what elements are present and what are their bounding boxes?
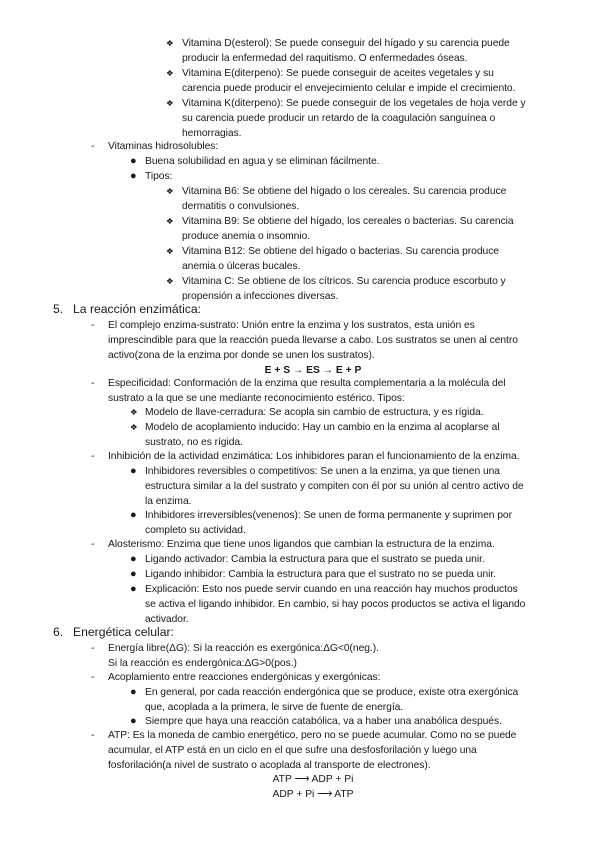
diamond-bullet-icon: ❖ <box>166 38 174 48</box>
vit-b9-line-2: produce anemia o insomnio. <box>182 231 311 242</box>
dash-bullet: - <box>91 538 95 550</box>
dot-bullet: ● <box>130 155 137 167</box>
diamond-bullet-icon: ❖ <box>166 216 174 226</box>
vit-b6-line-2: dermatitis o convulsiones. <box>182 201 300 212</box>
inh-rev-line-3: la enzima. <box>145 496 192 507</box>
dash-bullet: - <box>91 377 95 389</box>
dash-bullet: - <box>91 642 95 654</box>
explicacion-line-2: se activa el ligando inhibidor. En cambio, si hay pocos productos se activa el ligando <box>145 599 526 610</box>
inhibicion: Inhibición de la actividad enzimática: Los inhibidores paran el funcionamiento de la enzima. <box>108 451 520 462</box>
dot-bullet: ● <box>130 568 137 580</box>
vit-d-line-2: producir la enfermedad del raquitismo. O enfermedades óseas. <box>182 53 468 64</box>
ligando-activador: Ligando activador: Cambia la estructura para que el sustrato se pueda unir. <box>145 554 485 565</box>
vit-b9-line-1: Vitamina B9: Se obtiene del hígado, los cereales o bacterias. Su carencia <box>182 216 514 227</box>
hidro-solubility: Buena solubilidad en agua y se eliminan fácilmente. <box>145 156 380 167</box>
atp-line-1: ATP: Es la moneda de cambio energético, pero no se puede acumular. Como no se puede <box>108 730 517 741</box>
dash-bullet: - <box>91 671 95 683</box>
dash-bullet: - <box>91 450 95 462</box>
vit-k-line-2: su carencia puede producir un retardo de la coagulación sanguínea o <box>182 113 496 124</box>
explicacion-line-1: Explicación: Esto nos puede servir cuando en una reacción hay muchos productos <box>145 584 518 595</box>
ligando-inhibidor: Ligando inhibidor: Cambia la estructura para que el sustrato no se pueda unir. <box>145 569 496 580</box>
vit-d-line-1: Vitamina D(esterol): Se puede conseguir del hígado y su carencia puede <box>182 38 510 49</box>
diamond-bullet-icon: ❖ <box>166 186 174 196</box>
complejo-line-1: El complejo enzima-sustrato: Unión entre la enzima y los sustratos, esta unión es <box>108 320 475 331</box>
vit-b12-line-2: anemia o úlceras bucales. <box>182 261 301 272</box>
dot-bullet: ● <box>130 715 137 727</box>
vit-b6-line-1: Vitamina B6: Se obtiene del hígado o los cereales. Su carencia produce <box>182 186 507 197</box>
inh-rev-line-1: Inhibidores reversibles o competitivos: Se unen a la enzima, ya que tienen una <box>145 466 500 477</box>
dot-bullet: ● <box>130 583 137 595</box>
diamond-bullet-icon: ❖ <box>166 98 174 108</box>
complejo-line-3: activo(zona de la enzima por donde se unen los sustratos). <box>108 350 375 361</box>
diamond-bullet-icon: ❖ <box>166 246 174 256</box>
especificidad-line-1: Especificidad: Conformación de la enzima que resulta complementaria a la molécula del <box>108 378 506 389</box>
vit-e-line-1: Vitamina E(diterpeno): Se puede conseguir de aceites vegetales y su <box>182 68 494 79</box>
vit-k-line-3: hemorragias. <box>182 128 242 139</box>
complejo-line-2: imprescindible para que la reacción pueda llevarse a cabo. Los sustratos se unen al centro <box>108 335 518 346</box>
vit-b12-line-1: Vitamina B12: Se obtiene del hígado o bacterias. Su carencia produce <box>182 246 499 257</box>
vit-e-line-2: carencia puede producir el envejecimiento celular e impide el crecimiento. <box>182 83 516 94</box>
vit-k-line-1: Vitamina K(diterpeno): Se puede conseguir de los vegetales de hoja verde y <box>182 98 526 109</box>
section-5-number: 5. <box>53 302 64 316</box>
inducido-line-1: Modelo de acoplamiento inducido: Hay un cambio en la enzima al acoplarse al <box>145 422 500 433</box>
especificidad-line-2: sustrato a la que se une mediante reconocimiento estérico. Tipos: <box>108 393 405 404</box>
inh-irr-line-2: completo su actividad. <box>145 525 246 536</box>
inducido-line-2: sustrato, no es rígida. <box>145 437 243 448</box>
vit-c-line-2: propensión a infecciones diversas. <box>182 291 339 302</box>
dash-bullet: - <box>91 319 95 331</box>
dash-bullet: - <box>91 729 95 741</box>
vit-c-line-1: Vitamina C: Se obtiene de los cítricos. Su carencia produce escorbuto y <box>182 276 506 287</box>
acop-b1-line-2: que, acoplada a la primera, le sirve de fuente de energía. <box>145 702 404 713</box>
section-5-title: La reacción enzimática: <box>73 302 202 316</box>
atp-line-3: fosforilación(a nivel de sustrato o acoplada al transporte de electrones). <box>108 760 431 771</box>
section-6-title: Energética celular: <box>73 625 174 639</box>
dash-bullet: - <box>91 140 95 152</box>
atp-equation-2: ADP + Pi ⟶ ATP <box>272 789 354 800</box>
diamond-bullet-icon: ❖ <box>130 407 138 417</box>
energia-libre-line-1: Energía libre(ΔG): Si la reacción es exergónica:ΔG<0(neg.). <box>108 643 379 654</box>
energia-libre-line-2: Si la reacción es endergónica:ΔG>0(pos.) <box>108 658 297 669</box>
acop-b1-line-1: En general, por cada reacción endergónica que se produce, existe otra exergónica <box>145 687 519 698</box>
dot-bullet: ● <box>130 686 137 698</box>
diamond-bullet-icon: ❖ <box>130 422 138 432</box>
dot-bullet: ● <box>130 553 137 565</box>
alosterismo: Alosterismo: Enzima que tiene unos ligandos que cambian la estructura de la enzima. <box>108 539 495 550</box>
hidrosolubles-heading: Vitaminas hidrosolubles: <box>108 141 219 152</box>
diamond-bullet-icon: ❖ <box>166 68 174 78</box>
enzyme-formula: E + S → ES → E + P <box>264 365 362 376</box>
dot-bullet: ● <box>130 509 137 521</box>
inh-irr-line-1: Inhibidores irreversibles(venenos): Se unen de forma permanente y suprimen por <box>145 510 512 521</box>
atp-equation-1: ATP ⟶ ADP + Pi <box>272 774 354 785</box>
inh-rev-line-2: estructura similar a la del sustrato y compiten con él por su unión al centro activo de <box>145 481 524 492</box>
acop-b2: Siempre que haya una reacción catabólica, va a haber una anabólica después. <box>145 716 502 727</box>
dot-bullet: ● <box>130 465 137 477</box>
atp-line-2: acumular, el ATP está en un ciclo en el que sufre una desfosforilación y luego una <box>108 745 477 756</box>
dot-bullet: ● <box>130 170 137 182</box>
llave-cerradura: Modelo de llave-cerradura: Se acopla sin cambio de estructura, y es rígida. <box>145 407 484 418</box>
diamond-bullet-icon: ❖ <box>166 276 174 286</box>
explicacion-line-3: activador. <box>145 614 189 625</box>
section-6-number: 6. <box>53 625 64 639</box>
hidro-types: Tipos: <box>145 171 173 182</box>
acoplamiento: Acoplamiento entre reacciones endergónicas y exergónicas: <box>108 672 381 683</box>
